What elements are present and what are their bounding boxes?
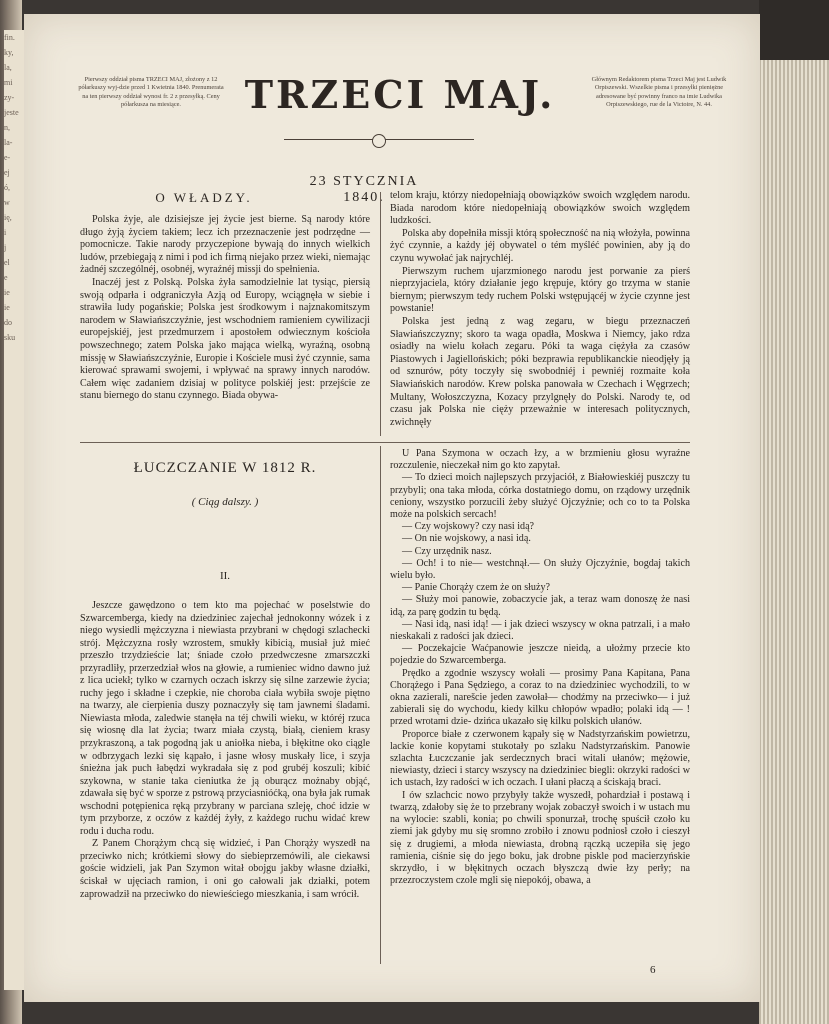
margin-fragment: mi xyxy=(4,78,13,87)
paragraph: Polska aby dopełniła missji którą społeczność na nią włożyła, powinna żyć czynnie, a każdy jéj obywatel o tém myśléć powinien, aby ją do czynu wywołać jak najrychléj. xyxy=(390,227,690,264)
article-subtitle: ( Ciąg dalszy. ) xyxy=(191,496,259,508)
article2-column-left xyxy=(80,600,370,901)
paragraph: — Czy wojskowy? czy nasi idą? xyxy=(402,521,535,533)
margin-fragment: fin. xyxy=(4,33,15,42)
article-title-luczczanie: ŁUCZCZANIE W 1812 R. xyxy=(133,460,317,476)
masthead-ornament-rule xyxy=(284,138,474,142)
paragraph: Prędko a zgodnie wszyscy wołali — prosimy Pana Kapitana, Pana Chorążego i Pana Sędziego, a coraz to na dziedziniec wychodzili, to w okna zazierali, narešcie jeden zawołał— chodźmy na przeciwko— i już zabierali się do wychodu, kiedy kilku chłopów wpadło; polaki idą — ! przed wrotami dzie- dzińca ukazało się kilku polskich ułanów. xyxy=(390,667,690,728)
paragraph: Inaczéj jest z Polską. Polska żyła samodzielnie lat tysiąc, piersią swoją odparła i odgraniczyła Azją od Europy, wciągnęła w siebie i strawiła ludy pogańskie; Polska jest środkowym i najznakomitszym narodem w Sławiańszczyźnie, jest wschodniem ramieniem cywilizacji europejskiéj, jest przedmurzem i apostołem odwiecznym kościoła powszechnego; zatem Polska jako mająca wielką, wyraźną, osobną missję w Sławiańszczyźnie, Europie i Kościele musi żyć czynnie, sama kierować sprawami swojemi, i wpływać na sprawy innych narodów. Całem więc zadaniem dzisiaj w polityce polskiéj jest: przejście ze stanu biernego do stanu czynnego. Biada obywa- xyxy=(80,276,370,402)
paragraph: — Panie Chorąży czem że on służy? xyxy=(402,582,550,594)
masthead-title: TRZECI MAJ. xyxy=(244,72,556,117)
margin-fragment: la, xyxy=(4,63,12,72)
paragraph: Polska jest jedną z wag zegaru, w biegu przeznaczeń Sławiańszczyzny; skoro ta waga opadła, Moskwa i Niemcy, jako rdza osiadły na wielu kołach zegaru. Póki ta waga ciężyła za czasów Piastowych i Jagiellońskich; póki bezprawia republikanckie nieodjęły ją od sznurów, póty toczyły się swobodniéj i pewniéj rozmaite koła Sławiańskich narodów. Krew polska panowała w Czechach i Węgrzech; Multany, Wołoszczyzna, Kozacy przylgnęły do Polski. Narody te, od czasu jak Polska nie cięży przeważnie w interesach politycznych, zwichnęły xyxy=(390,315,690,428)
paragraph: — Służy moi panowie, zobaczycie jak, a teraz wam donoszę że nasi idą, za parę godzin tu będą. xyxy=(390,594,690,618)
section-divider xyxy=(80,442,690,443)
margin-fragment: zy- xyxy=(4,93,15,102)
margin-fragment: n, xyxy=(4,123,10,132)
paragraph: Z Panem Chorążym chcą się widzieć, i Pan Chorąży wyszedł na przeciwko nich; krótkiemi słowy do siebieprzemówili, ale ciekawsi goście widzieli, jak Pan Szymon witał obojgu jakby własne działki, ściskał w ujęciach ramion, i oni go całowali jak działki, potem zaprowadził na przeciwko do niewieściego mieszkania, i sam wrócił. xyxy=(80,838,370,900)
header-subscription-info: Pierwszy oddział pisma TRZECI MAJ, złożony z 12 półarkuszy wyj-dzie przed 1 Kwietnia 1840. Prenumerata na ten pierwszy oddział wynosi fr. 2 z przesyłką. Ceny półarkusza na miesiące. xyxy=(78,76,224,108)
column-divider xyxy=(380,446,381,964)
paragraph: I ów szlachcic nowo przybyły także wyszedł, pohardział i postawą i twarzą, zdałoby się że to przebrany wojak zobaczył swoich i w ustach mu na wylocie: szabli, konia; po chwili sponurzał, trochę spuścił czoło ku ziemi jak gdyby mu się sromno zrobiło i znowu podniosł czoło i cieszył się z drugiemi, a młoda niewiasta, drobną rączką uczepiła się jego ramienia, ciśnie się do jego boku, jak drobne piskle pod macierzyńskie skrzydło, i w błękitnych oczach błyszczą dwie łzy perły; na przezroczystem czole mgli się niepokój, obawa, a xyxy=(390,789,690,887)
paragraph: Polska żyje, ale dzisiejsze jej życie jest bierne. Są narody które długo żyją życiem takiem; lecz ich przeznaczenie jest podrzędne — pomocnicze. Takie narody przyczepione bywają do innych wielkich ludów, przebiegają z nimi i pod ich firmą niejako przez wieki, niemając żadnéj szczególnéj, osobnéj, wyraźnéj missji do spełnienia. xyxy=(80,214,370,276)
paragraph: telom kraju, którzy niedopełniają obowiązków swoich względem narodu. Biada narodom które niedopełniają obowiązków swoich względem ludzkości. xyxy=(390,190,690,227)
margin-fragment: ię, xyxy=(4,213,12,222)
paragraph: U Pana Szymona w oczach łzy, a w brzmieniu głosu wyraźne rozczulenie, nieczekał nim go kto zapytał. xyxy=(390,448,690,472)
paragraph: Proporce białe z czerwonem kąpały się w Nadstyrzańskim powietrzu, lackie konie kopytami stukotały po szlaku Nadstyrzańskim. Panowie szlachta Łuczczanie jak serdecznych braci witali ułanów; mężowie, niewiasty, dzieci i starcy wszyscy na dziedziniec biegli: okrzyki radości w ich ustach, łzy radości w ich oczach. I ułani płaczą a ściskają braci. xyxy=(390,728,690,789)
ornament-icon xyxy=(372,134,386,148)
paragraph: — Czy urzędnik nasz. xyxy=(402,545,492,557)
margin-fragment: ie xyxy=(4,303,10,312)
article1-column-left xyxy=(80,214,370,403)
margin-fragment: do xyxy=(4,318,12,327)
margin-fragment: el xyxy=(4,258,10,267)
article1-column-right xyxy=(390,190,690,429)
margin-fragment: la- xyxy=(4,138,13,147)
margin-fragment: ó, xyxy=(4,183,10,192)
column-divider xyxy=(380,192,381,436)
margin-fragment: j xyxy=(4,243,7,252)
issue-date: 23 STYCZNIA 1840. xyxy=(309,174,419,205)
paragraph: Pierwszym ruchem ujarzmionego narodu jest porwanie za pierś nieprzyjaciela, który działanie jego krępuje, który go trzyma w stanie biernym; pierwszym tedy ruchem Polski wstępującéj w życie czynne jest powstanie! xyxy=(390,265,690,315)
paragraph: Jeszcze gawędzono o tem kto ma pojechać w poselstwie do Szwarcemberga, kiedy na dziedziniec zajechał jednokonny wózek i z niego wysiedli mężczyzna i niewiasta przybrani w chędogi szlachecki strój. Mężczyzna rosły wzrostem, smukły kibicią, musiał już mieć przeszło trzydzieście lat; śniade czoło przedwczesne zmarszczki przyradliły, przerzedział włos na głowie, a rumieniec widno dawno już z lica uciekł; tylko w czarnych oczach iskrzy się silne zarzewie życia; ruchy jego i składne i czepkie, nie choroba ciała wybiła swoje piętno na twarzy, ale cierpienia duszy poznaczyły się tam jawnemi śladami. Niewiasta młoda, zaledwie stanęła na téj chwili wieku, w któréj rzuca się wiosnę dla lat życia; twarz miała czystą, białą, cieniem krasy przykraszoną, a tak pogodną jak u aniołka nieba, i błękitne oko ciągle w odbrzygach lezki się kąpało, i jasne włosy muskały lice, i szyja śnieżna jak puch łabędzi wykradała się z pod grubéj koszuli; kibić szykowna, w stanie taka cieniutka że ją oburącz możnaby objąć, zdawała się być w sporze z pstrową przyciasnióćką, ona była jak rumak wschodni potępienica ręką przybrany w parciana szleję, choć idzie w tym przyborze, z oczów z każdéj żyły, z każdego ruchu widać krew rodu i ducha rodu. xyxy=(80,600,370,837)
margin-fragment: ie xyxy=(4,288,10,297)
background-corner xyxy=(759,0,829,60)
part-number: II. xyxy=(219,570,231,582)
margin-fragment: e- xyxy=(4,153,11,162)
margin-fragment: ky, xyxy=(4,48,14,57)
article-title-o-wladzy: O WŁADZY. xyxy=(155,190,253,205)
margin-fragment: e xyxy=(4,273,8,282)
margin-fragment: w xyxy=(4,198,10,207)
paragraph: — Och! i to nie— westchnął.— On służy Ojczyźnie, bogdaj takich wielu było. xyxy=(390,557,690,582)
previous-page-edge xyxy=(4,30,26,990)
margin-fragment: sku xyxy=(4,333,16,342)
margin-fragment: i xyxy=(4,228,7,237)
paragraph: — To dzieci moich najlepszych przyjaciół, z Białowieskiéj puszczy tu przybyli; ona taka młoda, córka dostatniego domu, on rządowy urzędnik ceniony, wszystko porzucili żeby służyć Ojczyźnie; och co to ta Polska może na polskich sercach! xyxy=(390,472,690,521)
page-stack-edge xyxy=(759,20,829,1024)
paragraph: — Nasi idą, nasi idą! — i jak dzieci wszyscy w okna patrzali, i a mało nieskakali z radości jak dzieci. xyxy=(390,618,690,643)
margin-fragment: jeste xyxy=(4,108,19,117)
paragraph: — On nie wojskowy, a nasi idą. xyxy=(402,533,531,545)
page-number: 6 xyxy=(650,964,656,976)
newspaper-page xyxy=(24,14,760,1002)
article2-column-right xyxy=(390,448,690,887)
margin-fragment: ej xyxy=(4,168,10,177)
header-editor-info: Głównym Redaktorem pisma Trzeci Maj jest Ludwik Orpiszewski. Wszelkie pisma i przesyłki pieniężne adresowane być powinny franco na imie Ludwika Orpiszewskiego, rue de la Victoire, N. 44. xyxy=(591,76,727,108)
paragraph: — Poczekajcie Waćpanowie jeszcze nieidą, a ułożmy przecie kto pojedzie do Szwarcemberga. xyxy=(390,643,690,667)
